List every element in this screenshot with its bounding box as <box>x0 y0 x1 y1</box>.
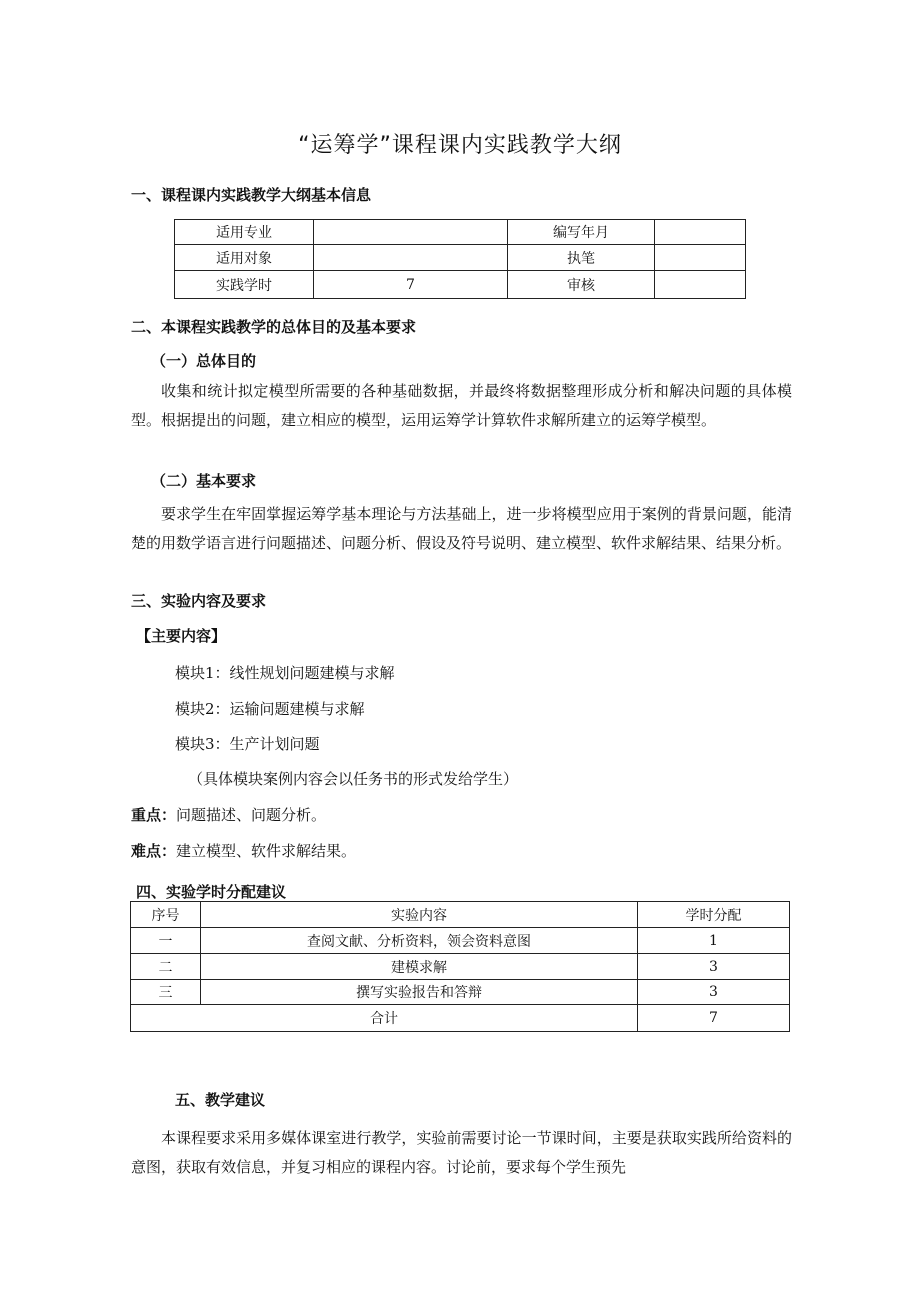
table-cell: 建模求解 <box>201 954 638 980</box>
table-row <box>131 980 790 1005</box>
table-cell: 3 <box>638 954 790 980</box>
section4-heading: 四、实验学时分配建议 <box>136 883 287 901</box>
module-item: 模块3：生产计划问题 <box>175 735 320 753</box>
hours-allocation-table <box>130 901 790 1032</box>
table-cell <box>655 271 746 299</box>
table-cell: 适用对象 <box>175 245 314 271</box>
key-points <box>131 804 326 825</box>
requirements-paragraph: 要求学生在牢固掌握运筹学基本理论与方法基础上，进一步将模型应用于案例的背景问题，能清楚的用数学语言进行问题描述、问题分析、假设及符号说明、建立模型、软件求解结果、结果分析。 <box>131 505 792 552</box>
total-hours: 7 <box>638 1005 790 1032</box>
table-cell: 适用专业 <box>175 220 314 245</box>
difficult-points-text: 建立模型、软件求解结果。 <box>176 842 357 860</box>
difficult-points <box>131 840 356 861</box>
table-total-row <box>131 1005 790 1032</box>
key-points-text: 问题描述、问题分析。 <box>176 806 327 824</box>
table-cell: 执笔 <box>508 245 655 271</box>
table-cell: 查阅文献、分析资料，领会资料意图 <box>201 928 638 954</box>
table-cell <box>314 220 508 245</box>
difficult-points-label: 难点： <box>131 842 177 860</box>
table-cell <box>655 220 746 245</box>
table-cell: 实践学时 <box>175 271 314 299</box>
table-cell <box>314 245 508 271</box>
table-cell <box>655 245 746 271</box>
column-header: 实验内容 <box>201 902 638 928</box>
section3-heading: 三、实验内容及要求 <box>131 592 267 610</box>
table-cell: 7 <box>314 271 508 299</box>
basic-info-table <box>174 219 746 299</box>
total-label: 合计 <box>131 1005 638 1032</box>
table-cell: 三 <box>131 980 201 1005</box>
table-cell: 二 <box>131 954 201 980</box>
column-header: 序号 <box>131 902 201 928</box>
column-header: 学时分配 <box>638 902 790 928</box>
table-cell: 撰写实验报告和答辩 <box>201 980 638 1005</box>
module-note: （具体模块案例内容会以任务书的形式发给学生） <box>188 770 519 788</box>
section2-heading: 二、本课程实践教学的总体目的及基本要求 <box>131 318 417 336</box>
section1-heading: 一、课程课内实践教学大纲基本信息 <box>131 186 372 204</box>
table-cell: 编写年月 <box>508 220 655 245</box>
purpose-paragraph: 收集和统计拟定模型所需要的各种基础数据，并最终将数据整理形成分析和解决问题的具体模型。根据提出的问题，建立相应的模型，运用运筹学计算软件求解所建立的运筹学模型。 <box>131 382 792 429</box>
table-cell: 1 <box>638 928 790 954</box>
table-header-row <box>131 902 790 928</box>
key-points-label: 重点： <box>131 806 177 824</box>
table-row <box>131 928 790 954</box>
page-title: “运筹学”课程课内实践教学大纲 <box>298 133 622 158</box>
table-row <box>175 245 746 271</box>
table-cell: 3 <box>638 980 790 1005</box>
table-row <box>131 954 790 980</box>
section5-heading: 五、教学建议 <box>175 1091 266 1109</box>
table-row <box>175 271 746 299</box>
module-item: 模块1：线性规划问题建模与求解 <box>175 664 395 682</box>
subheading-requirements: （二）基本要求 <box>151 472 257 490</box>
table-cell: 审核 <box>508 271 655 299</box>
subheading-purpose: （一）总体目的 <box>151 352 257 370</box>
main-content-label: 【主要内容】 <box>136 627 227 645</box>
teaching-suggestion-paragraph: 本课程要求采用多媒体课室进行教学，实验前需要讨论一节课时间，主要是获取实践所给资料的意图，获取有效信息，并复习相应的课程内容。讨论前，要求每个学生预先 <box>131 1129 792 1176</box>
table-row <box>175 220 746 245</box>
module-item: 模块2：运输问题建模与求解 <box>175 700 365 718</box>
table-cell: 一 <box>131 928 201 954</box>
